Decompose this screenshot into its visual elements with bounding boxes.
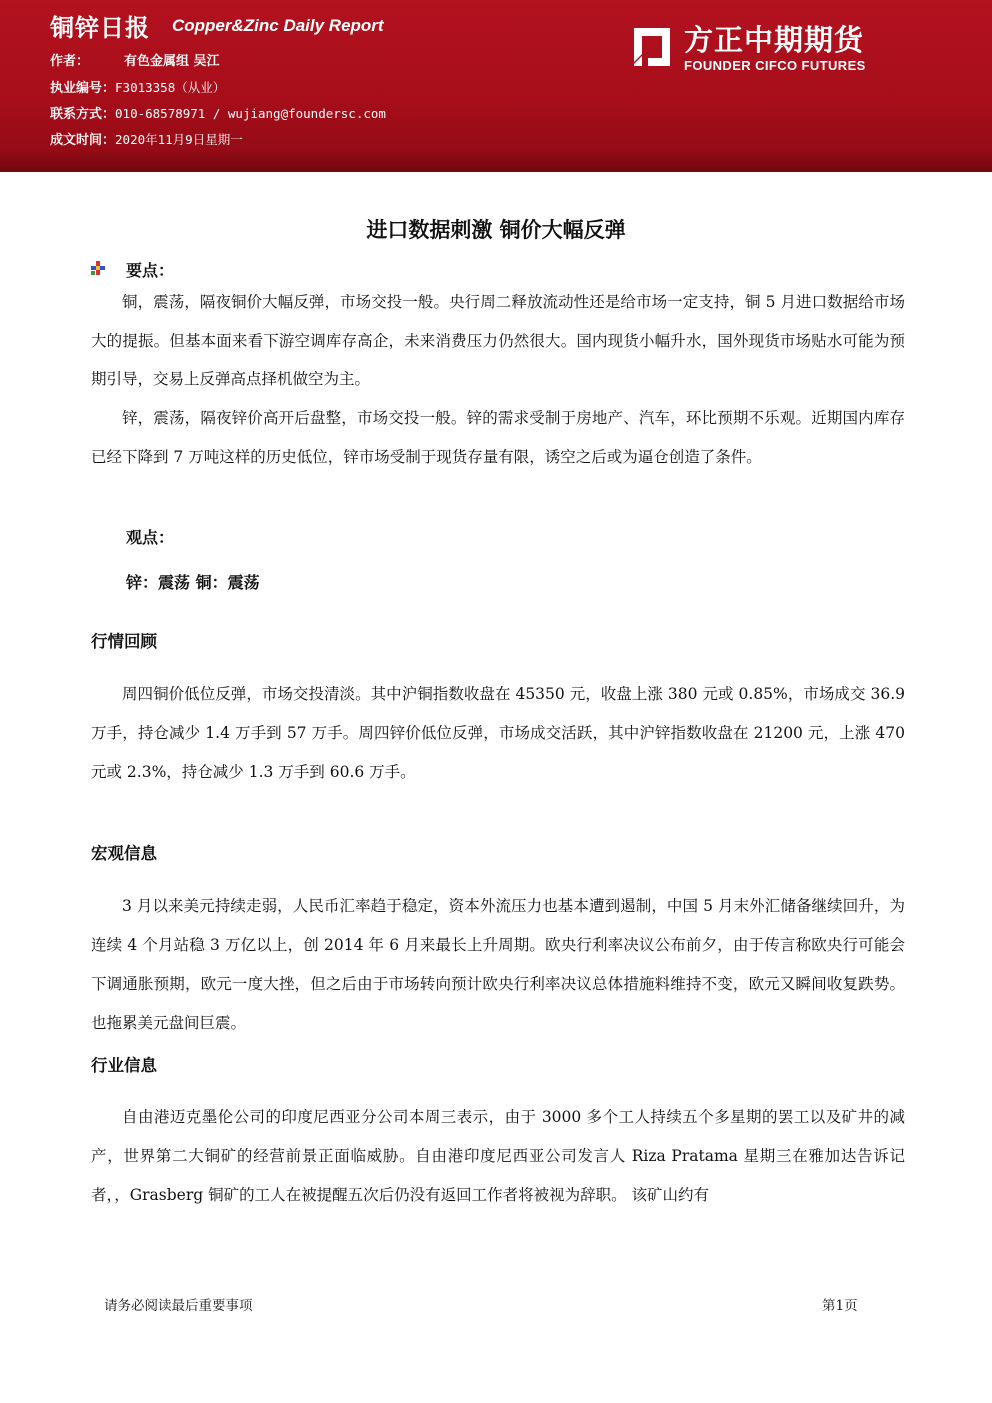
meta-date	[50, 130, 243, 150]
market-review-heading: 行情回顾	[91, 632, 157, 651]
meta-contact-label: 联系方式：	[50, 107, 116, 122]
view-text: 锌：震荡 铜：震荡	[126, 573, 260, 592]
meta-license-value: F3013358（从业）	[115, 80, 226, 95]
key-points-heading: 要点：	[126, 261, 175, 280]
report-subtitle: Copper&Zinc Daily Report	[172, 16, 384, 35]
footer-notice: 请务必阅读最后重要事项	[104, 1298, 253, 1314]
industry-text: 自由港迈克墨伦公司的印度尼西亚分公司本周三表示，由于 3000 多个工人持续五个多星期的罢工以及矿井的减产，世界第二大铜矿的经营前景正面临威胁。自由港印度尼西亚公司发言人 Riza Pratama 星期三在雅加达告诉记者，，Grasberg 铜矿的工人在被提醒五次后仍没有返回工作者将被视为辞职。 该矿山约有	[91, 1108, 905, 1204]
market-review-text: 周四铜价低位反弹，市场交投清淡。其中沪铜指数收盘在 45350 元，收盘上涨 380 元或 0.85%，市场成交 36.9 万手，持仓减少 1.4 万手到 57 万手。周四锌价低位反弹，市场成交活跃，其中沪锌指数收盘在 21200 元，上涨 470 元或 2.3%，持仓减少 1.3 万手到 60.6 万手。	[91, 685, 905, 781]
meta-author-label: 作者：	[50, 54, 90, 69]
meta-contact-value: 010-68578971 / wujiang@foundersc.com	[115, 106, 386, 121]
header-shade	[0, 150, 992, 172]
meta-license-label: 执业编号：	[50, 81, 116, 96]
key-point-zinc: 锌，震荡，隔夜锌价高开后盘整，市场交投一般。锌的需求受制于房地产、汽车，环比预期不乐观。近期国内库存已经下降到 7 万吨这样的历史低位，锌市场受制于现货存量有限，诱空之后或为逼仓创造了条件。	[91, 409, 905, 466]
industry-heading: 行业信息	[91, 1056, 157, 1075]
report-title: 铜锌日报	[50, 14, 150, 42]
report-header	[0, 0, 992, 172]
key-point-copper: 铜，震荡，隔夜铜价大幅反弹，市场交投一般。央行周二释放流动性还是给市场一定支持，铜 5 月进口数据给市场大的提振。但基本面来看下游空调库存高企，未来消费压力仍然很大。国内现货小幅升水，国外现货市场贴水可能为预期引导，交易上反弹高点择机做空为主。	[91, 293, 905, 388]
meta-contact	[50, 104, 386, 124]
view-heading: 观点：	[126, 528, 175, 547]
meta-author	[50, 52, 220, 72]
logo-company-name-en: FOUNDER CIFCO FUTURES	[684, 58, 866, 73]
meta-date-value: 2020年11月9日星期一	[115, 132, 243, 147]
macro-text: 3 月以来美元持续走弱，人民币汇率趋于稳定，资本外流压力也基本遭到遏制，中国 5 月末外汇储备继续回升，为连续 4 个月站稳 3 万亿以上，创 2014 年 6 月来最长上升周期。欧央行利率决议公布前夕，由于传言称欧央行可能会下调通胀预期，欧元一度大挫，但之后由于市场转向预计欧央行利率决议总体措施料维持不变，欧元又瞬间收复跌势。也拖累美元盘间巨震。	[91, 897, 905, 1032]
meta-date-label: 成文时间：	[50, 133, 116, 148]
macro-heading: 宏观信息	[91, 844, 157, 863]
document-title: 进口数据刺激 铜价大幅反弹	[366, 218, 626, 242]
founder-logo-icon	[628, 24, 674, 70]
page-number: 第1页	[822, 1298, 858, 1314]
meta-license	[50, 78, 225, 98]
logo-company-name: 方正中期期货	[684, 23, 865, 57]
bullet-icon	[90, 260, 106, 276]
meta-author-value: 有色金属组 吴江	[124, 54, 220, 69]
